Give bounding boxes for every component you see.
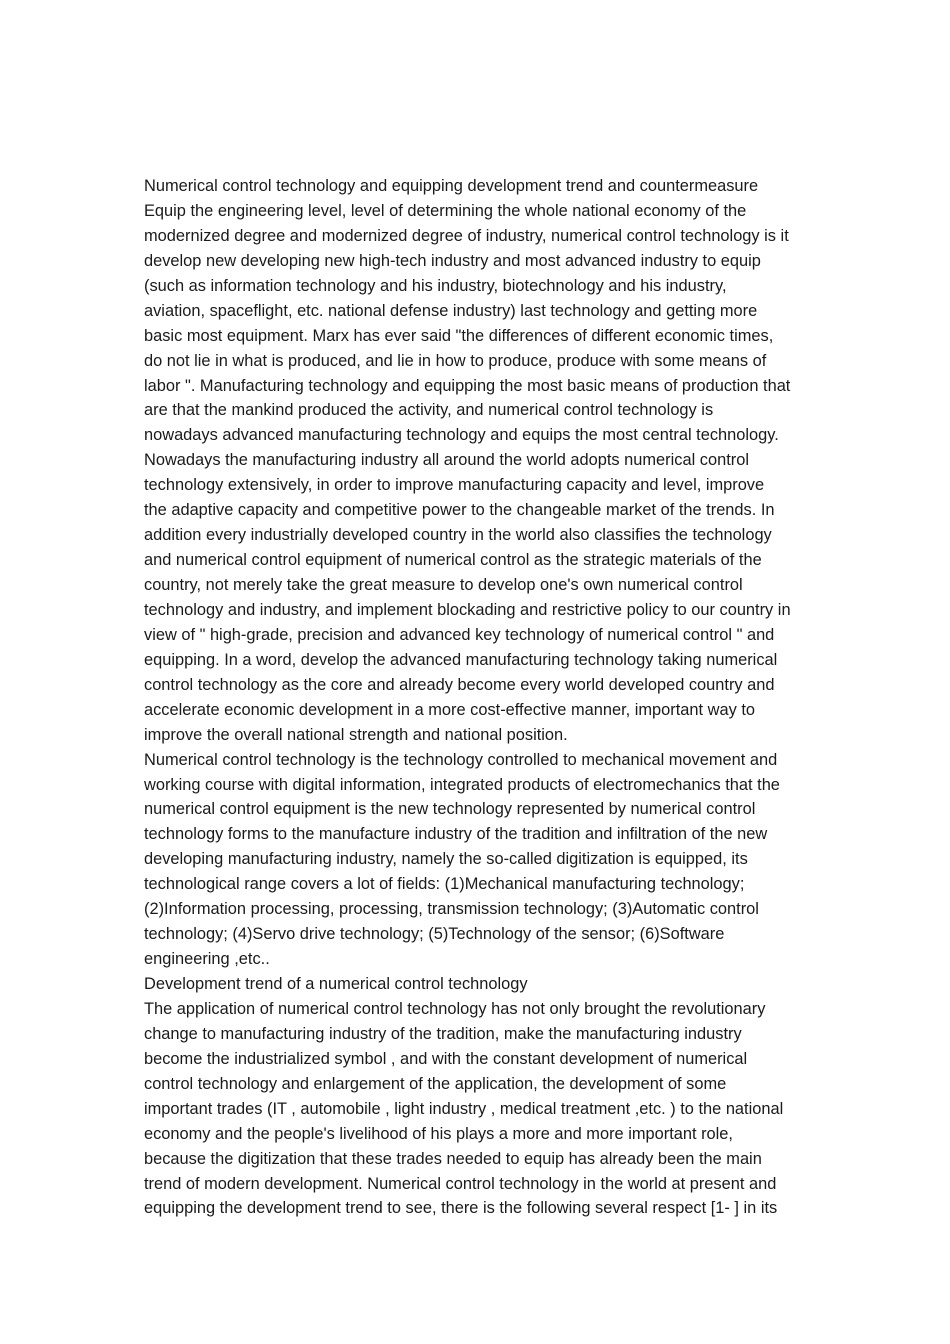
text-line: Numerical control technology is the technology controlled to mechanical movement and xyxy=(144,750,778,769)
text-line: trend of modern development. Numerical control technology in the world at present and xyxy=(144,1174,777,1193)
text-line: (2)Information processing, processing, transmission technology; (3)Automatic control xyxy=(144,900,759,919)
text-line: basic most equipment. Marx has ever said "the differences of different economic times, xyxy=(144,326,774,345)
text-line: technology and industry, and implement blockading and restrictive policy to our country in xyxy=(144,600,791,619)
text-line: labor ". Manufacturing technology and equipping the most basic means of production that xyxy=(144,376,791,395)
text-line: Development trend of a numerical control technology xyxy=(144,975,528,993)
text-line: change to manufacturing industry of the tradition, make the manufacturing industry xyxy=(144,1024,742,1043)
text-line: become the industrialized symbol , and with the constant development of numerical xyxy=(144,1049,748,1068)
text-line: country, not merely take the great measure to develop one's own numerical control xyxy=(144,576,743,594)
text-line: technological range covers a lot of fields: (1)Mechanical manufacturing technology; xyxy=(144,875,745,894)
text-line: are that the mankind produced the activity, and numerical control technology is xyxy=(144,401,714,420)
text-line: because the digitization that these trades needed to equip has already been the main xyxy=(144,1149,762,1168)
text-line: and numerical control equipment of numerical control as the strategic materials of the xyxy=(144,551,762,570)
text-line: important trades (IT , automobile , light industry , medical treatment ,etc. ) to the national xyxy=(144,1099,784,1118)
text-line: addition every industrially developed country in the world also classifies the technology xyxy=(144,526,772,545)
text-line: economy and the people's livelihood of his plays a more and more important role, xyxy=(144,1124,733,1143)
text-line: control technology as the core and already become every world developed country and xyxy=(144,675,775,694)
text-line: view of " high-grade, precision and advanced key technology of numerical control " and xyxy=(144,625,775,644)
text-line: equipping the development trend to see, there is the following several respect [1- ] in its xyxy=(144,1199,778,1218)
document-body xyxy=(144,174,810,1221)
text-line: control technology and enlargement of the application, the development of some xyxy=(144,1074,727,1093)
text-line: Numerical control technology and equipping development trend and countermeasure xyxy=(144,177,759,195)
text-line: do not lie in what is produced, and lie in how to produce, produce with some means of xyxy=(144,351,767,370)
text-line: (such as information technology and his industry, biotechnology and his industry, xyxy=(144,276,727,295)
text-line: the adaptive capacity and competitive power to the changeable market of the trends. In xyxy=(144,501,775,520)
text-line: equipping. In a word, develop the advanced manufacturing technology taking numerical xyxy=(144,650,778,669)
text-line: accelerate economic development in a more cost-effective manner, important way to xyxy=(144,700,756,719)
text-line: aviation, spaceflight, etc. national defense industry) last technology and getting more xyxy=(144,301,758,320)
text-line: numerical control equipment is the new technology represented by numerical control xyxy=(144,800,756,819)
text-line: modernized degree and modernized degree of industry, numerical control technology is it xyxy=(144,226,789,245)
text-line: The application of numerical control technology has not only brought the revolutionary xyxy=(144,999,766,1018)
text-line: technology extensively, in order to improve manufacturing capacity and level, improve xyxy=(144,476,765,495)
text-line: technology forms to the manufacture industry of the tradition and infiltration of the new xyxy=(144,825,768,844)
text-line: technology; (4)Servo drive technology; (5)Technology of the sensor; (6)Software xyxy=(144,925,725,944)
text-line: Nowadays the manufacturing industry all around the world adopts numerical control xyxy=(144,451,749,470)
text-line: working course with digital information, integrated products of electromechanics that the xyxy=(144,775,780,794)
text-line: nowadays advanced manufacturing technology and equips the most central technology. xyxy=(144,426,779,445)
text-line: develop new developing new high-tech industry and most advanced industry to equip xyxy=(144,251,761,270)
text-line: developing manufacturing industry, namely the so-called digitization is equipped, its xyxy=(144,850,748,869)
text-line: engineering ,etc.. xyxy=(144,950,270,969)
text-line: Equip the engineering level, level of determining the whole national economy of the xyxy=(144,201,747,220)
text-line: improve the overall national strength and national position. xyxy=(144,725,568,744)
